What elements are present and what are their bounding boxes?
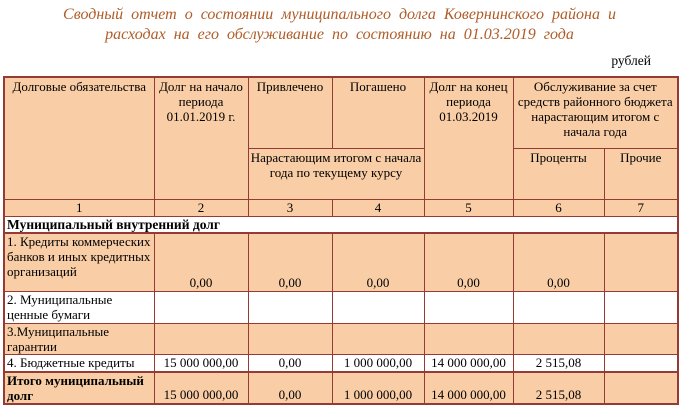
currency-label: рублей — [611, 53, 651, 68]
table-row — [4, 233, 678, 291]
cell-value: 2 515,08 — [513, 354, 604, 372]
column-numbers-row — [4, 199, 678, 216]
cell-value — [248, 291, 332, 323]
cell-value — [154, 291, 248, 323]
cell-value: 0,00 — [248, 233, 332, 291]
cell-value: 0,00 — [332, 233, 424, 291]
cell-value — [424, 323, 513, 354]
cell-value — [332, 291, 424, 323]
header-cell-servicing: Обслуживание за счет средств районного бюджета нарастающим итогом с начала года — [513, 77, 678, 148]
section-row-internal-debt — [4, 216, 678, 233]
cell-value: 0,00 — [424, 233, 513, 291]
column-number: 3 — [248, 199, 332, 216]
cell-value — [604, 291, 678, 323]
cell-value: 0,00 — [248, 354, 332, 372]
cell-value — [604, 323, 678, 354]
table-row — [4, 291, 678, 323]
column-number: 1 — [4, 199, 154, 216]
total-row — [4, 372, 678, 404]
cell-value — [332, 323, 424, 354]
row-label: 1. Кредиты коммерческих банков и иных кредитных организаций — [4, 233, 154, 291]
header-cell-debt-obligations: Долговые обязательства — [4, 77, 154, 199]
header-cell-percents: Проценты — [513, 148, 604, 199]
column-number: 4 — [332, 199, 424, 216]
header-cell-attracted: Привлечено — [248, 77, 332, 148]
total-value: 2 515,08 — [513, 372, 604, 404]
section-title: Муниципальный внутренний долг — [4, 216, 678, 233]
column-number: 7 — [604, 199, 678, 216]
cell-value — [604, 233, 678, 291]
table-row — [4, 354, 678, 372]
column-number: 5 — [424, 199, 513, 216]
cell-value — [248, 323, 332, 354]
table-row — [4, 323, 678, 354]
cell-value: 14 000 000,00 — [424, 354, 513, 372]
cell-value: 15 000 000,00 — [154, 354, 248, 372]
report-title: Сводный отчет о состоянии муниципального долга Ковернинского района и расходах на его обслуживание по состоянию на 01.03.2019 года — [63, 6, 616, 43]
total-label: Итого муниципальный долг — [4, 372, 154, 404]
cell-value: 0,00 — [513, 233, 604, 291]
header-cell-other: Прочие — [604, 148, 678, 199]
header-cell-repaid: Погашено — [332, 77, 424, 148]
header-cell-cumulative-total: Нарастающим итогом с начала года по текущему курсу — [248, 148, 424, 199]
header-cell-debt-end-period: Долг на конец периода 01.03.2019 — [424, 77, 513, 199]
header-cell-debt-start-period: Долг на начало периода 01.01.2019 г. — [154, 77, 248, 199]
cell-value: 1 000 000,00 — [332, 354, 424, 372]
row-label: 3.Муниципальные гарантии — [4, 323, 154, 354]
report-table — [3, 76, 679, 405]
total-value: 0,00 — [248, 372, 332, 404]
cell-value — [154, 323, 248, 354]
total-value: 15 000 000,00 — [154, 372, 248, 404]
total-value: 1 000 000,00 — [332, 372, 424, 404]
cell-value — [513, 291, 604, 323]
total-value: 14 000 000,00 — [424, 372, 513, 404]
cell-value — [604, 354, 678, 372]
table-header-row-1 — [4, 77, 678, 148]
cell-value: 0,00 — [154, 233, 248, 291]
cell-value — [513, 323, 604, 354]
row-label: 4. Бюджетные кредиты — [4, 354, 154, 372]
row-label: 2. Муниципальные ценные бумаги — [4, 291, 154, 323]
column-number: 6 — [513, 199, 604, 216]
cell-value — [424, 291, 513, 323]
total-value — [604, 372, 678, 404]
column-number: 2 — [154, 199, 248, 216]
